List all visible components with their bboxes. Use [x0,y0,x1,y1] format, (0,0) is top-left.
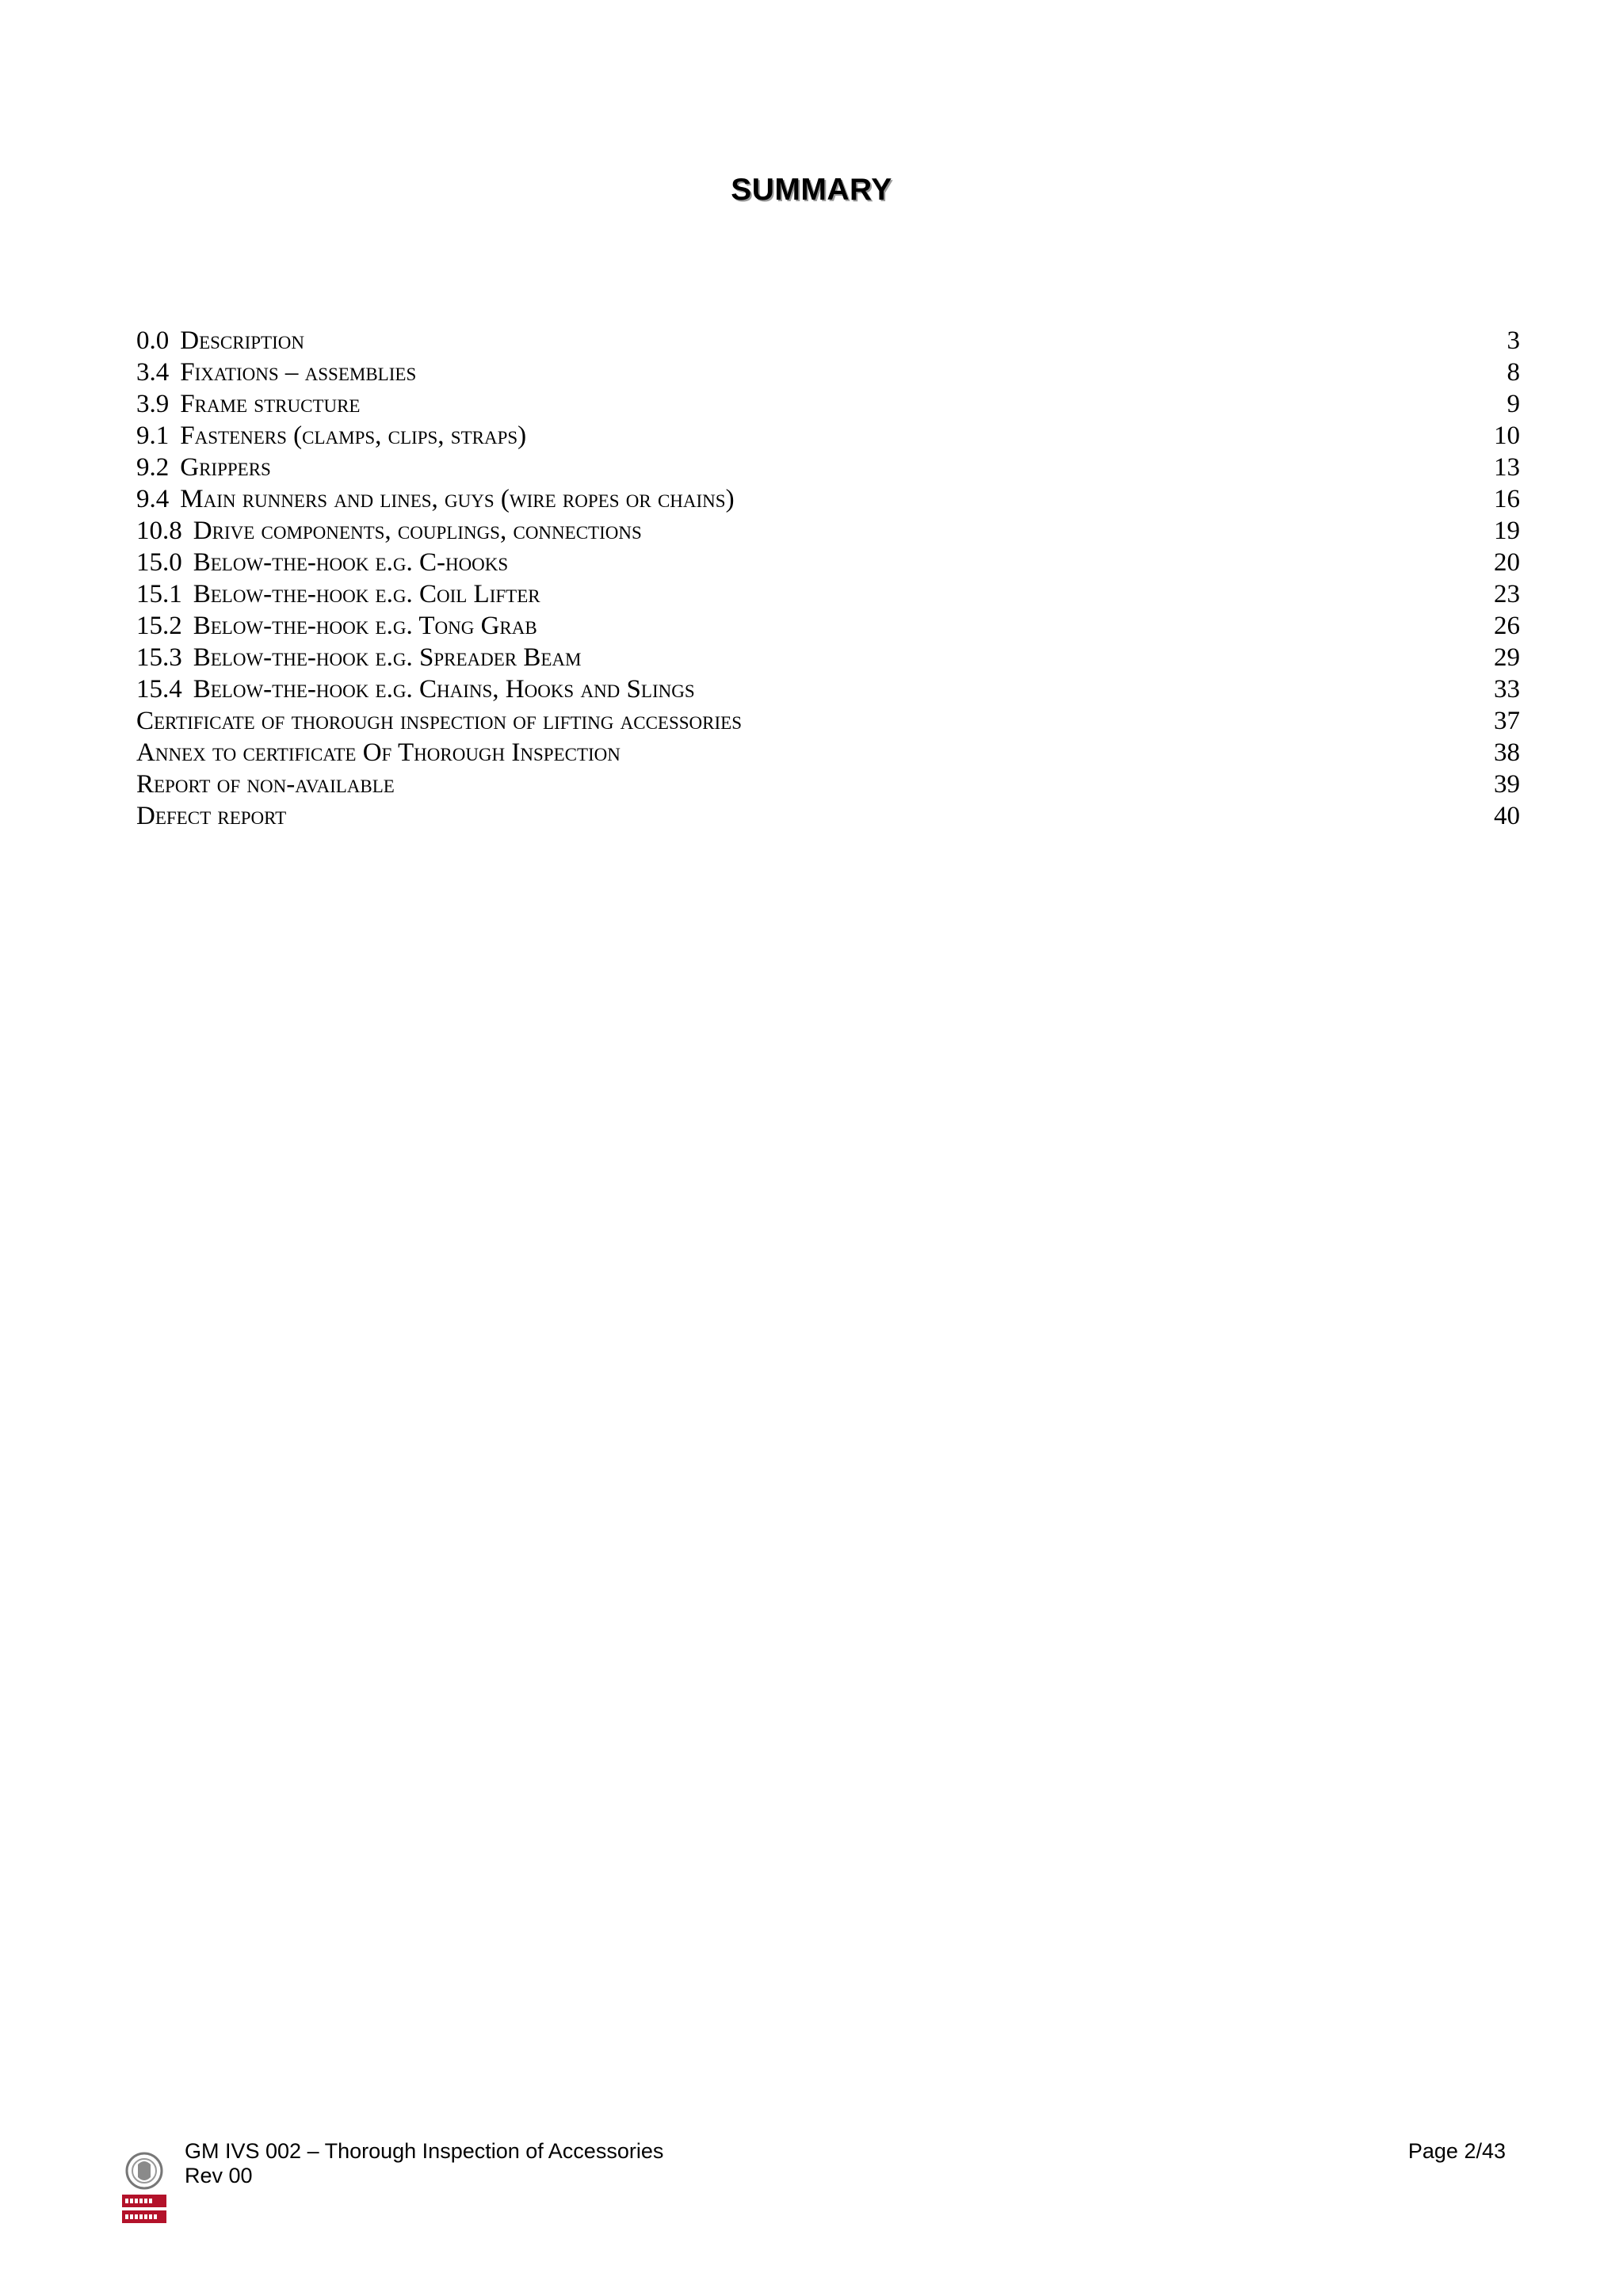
toc-entry-page: 13 [1494,453,1520,482]
footer-document-info [185,2139,663,2188]
toc-entry-title: Annex to certificate Of Thorough Inspection [136,738,621,767]
toc-entry[interactable] [136,325,1520,357]
toc-entry-title: Frame structure [180,390,361,418]
bureau-veritas-logo-icon [119,2150,170,2226]
toc-entry[interactable] [136,515,1520,547]
table-of-contents [136,325,1520,832]
toc-entry-title: Description [180,326,304,355]
toc-entry-page: 3 [1507,326,1520,355]
toc-entry[interactable] [136,800,1520,832]
toc-entry-number: 9.1 [136,421,170,450]
toc-entry-title: Fasteners (clamps, clips, straps) [180,421,527,450]
toc-entry-title: Main runners and lines, guys (wire ropes or chains) [180,485,735,513]
toc-entry[interactable] [136,420,1520,452]
footer-page-number: Page 2/43 [1407,2139,1506,2163]
toc-entry-label [136,578,540,610]
toc-entry-page: 20 [1494,548,1520,577]
toc-entry-number: 15.4 [136,675,182,704]
toc-entry-number: 9.2 [136,453,170,482]
toc-entry-title: Certificate of thorough inspection of lifting accessories [136,707,743,735]
footer-doc-title: GM IVS 002 – Thorough Inspection of Accessories [185,2139,664,2163]
toc-entry-number: 0.0 [136,326,170,355]
toc-entry[interactable] [136,610,1520,642]
toc-entry-title: Below-the-hook e.g. Chains, Hooks and Slings [193,675,695,704]
toc-entry-title: Below-the-hook e.g. Spreader Beam [193,643,582,672]
toc-entry-page: 39 [1494,770,1520,799]
toc-entry[interactable] [136,705,1520,737]
toc-entry-title: Defect report [136,802,287,830]
toc-entry-page: 37 [1494,707,1520,735]
toc-entry-label [136,388,361,420]
toc-entry-page: 9 [1507,390,1520,418]
toc-entry[interactable] [136,547,1520,578]
toc-entry-title: Report of non-available [136,770,395,799]
toc-entry-label [136,610,537,642]
toc-entry-number: 9.4 [136,485,170,513]
toc-entry-page: 33 [1494,675,1520,704]
toc-entry[interactable] [136,642,1520,673]
toc-entry-page: 23 [1494,580,1520,608]
toc-entry-title: Below-the-hook e.g. Coil Lifter [193,580,540,608]
toc-entry-number: 3.4 [136,358,170,387]
toc-entry-label [136,800,286,832]
page-title: SUMMARY [731,173,892,207]
toc-entry-number: 10.8 [136,517,182,545]
toc-entry-label [136,483,735,515]
toc-entry-page: 8 [1507,358,1520,387]
toc-entry-title: Below-the-hook e.g. C-hooks [193,548,509,577]
toc-entry[interactable] [136,452,1520,483]
toc-entry-label [136,420,526,452]
toc-entry[interactable] [136,769,1520,800]
toc-entry-label [136,452,271,483]
toc-entry[interactable] [136,578,1520,610]
toc-entry-label [136,357,416,388]
toc-entry-label [136,673,695,705]
toc-entry-page: 40 [1494,802,1520,830]
toc-entry-page: 26 [1494,612,1520,640]
toc-entry[interactable] [136,388,1520,420]
toc-entry-page: 29 [1494,643,1520,672]
toc-entry-label [136,515,642,547]
toc-entry-number: 15.2 [136,612,182,640]
toc-entry[interactable] [136,483,1520,515]
toc-entry[interactable] [136,357,1520,388]
toc-entry-label [136,547,508,578]
toc-entry-number: 15.3 [136,643,182,672]
footer-revision: Rev 00 [185,2164,253,2187]
toc-entry-page: 16 [1494,485,1520,513]
toc-entry-label [136,642,581,673]
toc-entry-label [136,705,742,737]
toc-entry-page: 38 [1494,738,1520,767]
toc-entry-label [136,737,621,769]
toc-entry[interactable] [136,673,1520,705]
toc-entry-page: 10 [1494,421,1520,450]
toc-entry-label [136,325,304,357]
toc-entry-title: Below-the-hook e.g. Tong Grab [193,612,537,640]
toc-entry-number: 15.1 [136,580,182,608]
toc-entry-title: Fixations – assemblies [180,358,417,387]
toc-entry-title: Drive components, couplings, connections [193,517,642,545]
toc-entry[interactable] [136,737,1520,769]
toc-entry-title: Grippers [180,453,271,482]
page-footer [119,2139,1506,2226]
toc-entry-number: 15.0 [136,548,182,577]
toc-entry-number: 3.9 [136,390,170,418]
toc-entry-page: 19 [1494,517,1520,545]
toc-entry-label [136,769,395,800]
